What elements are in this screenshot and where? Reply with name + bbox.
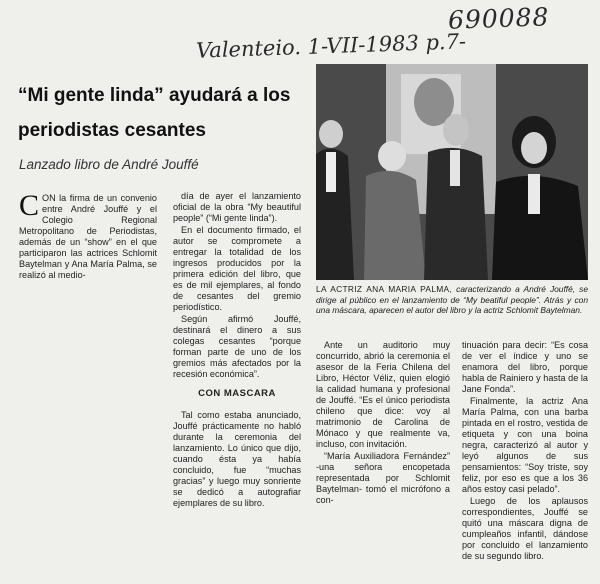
paragraph: En el documento firmado, el autor se compromete a entregar la totalidad de los ingresos producidos por la primera edición del libro, que es de mil ejemplares, al fondo de cesantes del gremio periodístico. — [173, 225, 301, 312]
article-column-3 — [316, 340, 450, 506]
photo-caption — [316, 284, 588, 316]
paragraph: Tal como estaba anunciado, Jouffé prácticamente no habló durante la ceremonia del lanzamiento. Lo único que dijo, cuando ésta ya había concluido, fue “muchas gracias” y luego muy sonriente se dedicó a autografiar ejemplares de su libro. — [173, 410, 301, 508]
paragraph-text: ON la firma de un convenio entre André Jouffé y el Colegio Regional Metropolitano de Periodistas, además de un “show” en el que participaron las actrices Schlomit Baytelman y Ana María Palma, se realizó al medio- — [19, 193, 157, 280]
photo-illustration — [316, 64, 588, 280]
drop-cap: C — [19, 189, 40, 222]
source-date-handwriting: Valenteio. 1-VII-1983 p.7- — [195, 29, 467, 63]
archive-number-handwriting: 690088 — [447, 2, 550, 35]
subtitle: Lanzado libro de André Jouffé — [19, 157, 199, 172]
caption-lead: LA ACTRIZ ANA MARIA PALMA, — [316, 284, 453, 294]
headline: “Mi gente linda” ayudará a los periodistas cesantes — [18, 85, 291, 141]
section-heading: CON MASCARA — [198, 388, 276, 399]
paragraph: Según afirmó Jouffé, destinará el dinero a sus colegas cesantes “porque forman parte de uno de los gremios más afectados por la recesión económica”. — [173, 314, 301, 379]
paragraph: Ante un auditorio muy concurrido, abrió la ceremonia el asesor de la Feria Chilena del Libro, Héctor Véliz, quien elogió la calidad humana y profesional de Jouffé. “Es el único periodista chileno que dice: voy al matrimonio de Carolina de Mónaco y que realmente va, incluso, con invitación. — [316, 340, 450, 449]
event-photo — [316, 64, 588, 280]
paragraph: tinuación para decir: “Es cosa de ver el índice y uno se enamora del libro, porque habla de Rainiero y hasta de la Jane Fonda”. — [462, 340, 588, 394]
article-column-2 — [173, 191, 301, 509]
paragraph: día de ayer el lanzamiento oficial de la obra “My beautiful people” (“Mi gente linda”). — [173, 191, 301, 223]
paragraph: Luego de los aplausos correspondientes, Jouffé se quitó una máscara digna de cumpleaños infantil, dándose por concluido el lanzamiento de su segundo libro. — [462, 496, 588, 561]
paragraph — [19, 189, 157, 281]
caption-text: caracterizando a André Jouffé, se dirige al público en el lanzamiento de “My beatiful people”. Atrás y con una máscara, aparecen el autor del libro y la actriz Schlomit Baytelman. — [316, 284, 589, 315]
article-column-4 — [462, 340, 588, 562]
paragraph: “María Auxiliadora Fernández” -una señora encopetada representada por Schlomit Baytelman- tomó el micrófono a con- — [316, 451, 450, 505]
article-column-1 — [19, 189, 157, 281]
paragraph: Finalmente, la actriz Ana María Palma, con una barba pintada en el rostro, vestida de etiqueta y con una boina negra, caracterizó al autor y leyó algunos de sus pensamientos: “Soy triste, soy feliz, por eso es que a los 36 años estoy casi pelado”. — [462, 396, 588, 494]
